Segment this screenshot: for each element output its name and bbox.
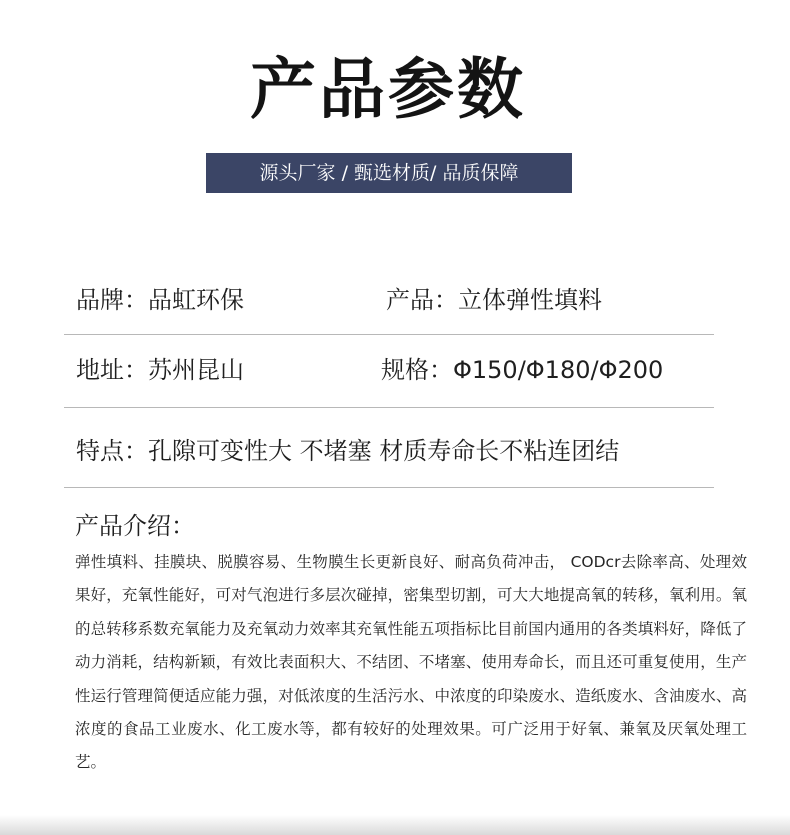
- address-field: 地址：苏州昆山: [76, 356, 244, 384]
- intro-title: 产品介绍：: [75, 512, 195, 540]
- bottom-shadow: [0, 815, 790, 835]
- page-title: 产品参数: [250, 51, 526, 128]
- divider: [64, 407, 714, 408]
- product-field: 产品：立体弹性填料: [386, 286, 602, 314]
- brand-field: 品牌：品虹环保: [76, 286, 244, 314]
- divider: [64, 487, 714, 488]
- divider: [64, 334, 714, 335]
- features-field: 特点：孔隙可变性大 不堵塞 材质寿命长不粘连团结: [76, 437, 620, 465]
- spec-field: 规格：Φ150/Φ180/Φ200: [381, 356, 664, 384]
- intro-body: 弹性填料、挂膜块、脱膜容易、生物膜生长更新良好、耐高负荷冲击， CODcr去除率高、处理效果好，充氧性能好，可对气泡进行多层次碰掉，密集型切割，可大大地提高氧的转移，氧利用。氧的总转移系数充氧能力及充氧动力效率其充氧性能五项指标比目前国内通用的各类填料好，降低了动力消耗，结构新颖，有效比表面积大、不结团、不堵塞、使用寿命长，而且还可重复使用，生产性运行管理简便适应能力强，对低浓度的生活污水、中浓度的印染废水、造纸废水、含油废水、高浓度的食品工业废水、化工废水等，都有较好的处理效果。可广泛用于好氧、兼氧及厌氧处理工艺。: [75, 553, 747, 772]
- subtitle-banner: 源头厂家 / 甄选材质/ 品质保障: [206, 153, 572, 193]
